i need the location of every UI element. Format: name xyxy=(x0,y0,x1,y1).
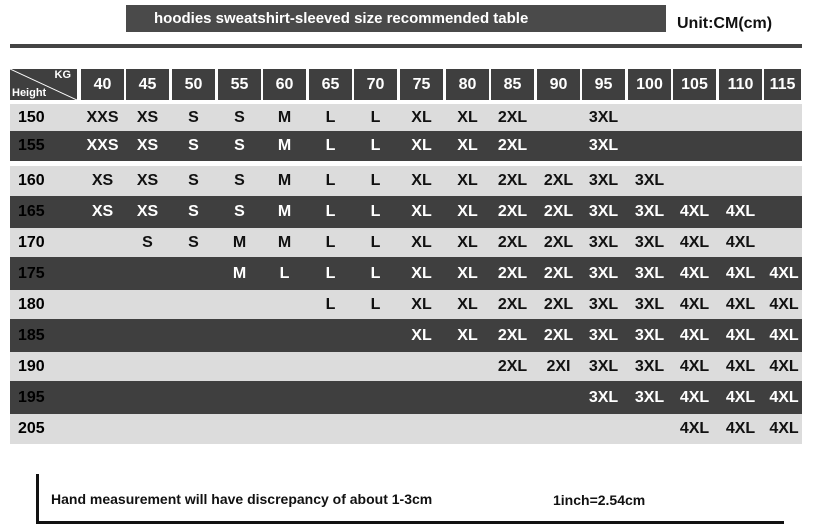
size-cell: L xyxy=(370,234,381,251)
size-cell: M xyxy=(232,265,247,282)
size-cell: 4XL xyxy=(725,358,756,375)
table-row xyxy=(10,381,802,414)
size-cell: M xyxy=(277,109,292,126)
weight-axis-label: KG xyxy=(54,69,71,81)
size-cell: 2XL xyxy=(497,358,528,375)
height-cell: 180 xyxy=(18,296,45,313)
size-cell: 3XL xyxy=(588,203,619,220)
size-cell: 4XL xyxy=(725,327,756,344)
size-cell: 3XL xyxy=(634,265,665,282)
size-cell: XL xyxy=(457,234,478,251)
size-cell: M xyxy=(277,137,292,154)
table-title: hoodies sweatshirt-sleeved size recommended table xyxy=(126,5,666,32)
weight-header-75: 75 xyxy=(400,69,443,100)
size-cell: L xyxy=(325,234,336,251)
weight-header-60: 60 xyxy=(263,69,306,100)
weight-header-70: 70 xyxy=(354,69,397,100)
size-cell: 3XL xyxy=(588,389,619,406)
size-cell: 4XL xyxy=(725,296,756,313)
table-row xyxy=(10,131,802,161)
height-axis-label: Height xyxy=(12,87,47,99)
size-cell: XL xyxy=(411,203,432,220)
size-cell: S xyxy=(234,172,245,189)
size-cell: S xyxy=(188,109,199,126)
size-cell: 4XL xyxy=(769,327,799,344)
size-cell: 2XL xyxy=(497,203,528,220)
size-cell: XS xyxy=(136,203,159,220)
table-row xyxy=(10,414,802,444)
size-cell: 3XL xyxy=(634,327,665,344)
weight-header-90: 90 xyxy=(537,69,580,100)
size-cell: 4XL xyxy=(769,420,799,437)
size-cell: XL xyxy=(457,296,478,313)
table-corner-header xyxy=(10,69,77,100)
size-cell: XL xyxy=(411,109,432,126)
size-cell: S xyxy=(188,172,199,189)
size-cell: 4XL xyxy=(769,296,799,313)
size-cell: XL xyxy=(457,109,478,126)
size-cell: S xyxy=(188,203,199,220)
size-cell: 2XL xyxy=(543,296,574,313)
size-cell: XXS xyxy=(86,109,119,126)
size-cell: XS xyxy=(91,172,114,189)
height-cell: 190 xyxy=(18,358,45,375)
table-row xyxy=(10,352,802,381)
size-cell: 2XL xyxy=(543,327,574,344)
size-cell: XL xyxy=(411,296,432,313)
size-cell: XXS xyxy=(86,137,119,154)
weight-header-55: 55 xyxy=(218,69,261,100)
inch-conversion-note: 1inch=2.54cm xyxy=(553,492,646,508)
size-cell: XS xyxy=(91,203,114,220)
size-cell: 3XL xyxy=(588,137,619,154)
size-cell: L xyxy=(279,265,290,282)
size-cell: XL xyxy=(457,327,478,344)
size-cell: 2XL xyxy=(543,172,574,189)
size-cell: XL xyxy=(457,203,478,220)
size-cell: 3XL xyxy=(634,203,665,220)
table-row xyxy=(10,166,802,196)
measurement-note: Hand measurement will have discrepancy of about 1-3cm xyxy=(51,491,433,507)
size-cell: 2XL xyxy=(543,203,574,220)
height-cell: 165 xyxy=(18,203,45,220)
size-cell: 3XL xyxy=(634,296,665,313)
divider xyxy=(10,44,802,48)
size-cell: 4XL xyxy=(725,234,756,251)
size-cell: 2XL xyxy=(543,265,574,282)
unit-label: Unit:CM(cm) xyxy=(677,15,773,32)
size-cell: XL xyxy=(411,327,432,344)
size-cell: 3XL xyxy=(588,109,619,126)
weight-header-50: 50 xyxy=(172,69,215,100)
size-cell: 4XL xyxy=(725,420,756,437)
weight-header-115: 115 xyxy=(764,69,801,100)
height-cell: 170 xyxy=(18,234,45,251)
size-cell: 2XL xyxy=(497,327,528,344)
size-cell: XS xyxy=(136,109,159,126)
size-cell: XL xyxy=(411,234,432,251)
weight-header-85: 85 xyxy=(491,69,534,100)
weight-header-110: 110 xyxy=(719,69,762,100)
size-cell: L xyxy=(325,203,336,220)
size-cell: 3XL xyxy=(588,172,619,189)
size-cell: L xyxy=(370,172,381,189)
weight-header-45: 45 xyxy=(126,69,169,100)
size-cell: S xyxy=(234,109,245,126)
weight-header-95: 95 xyxy=(582,69,625,100)
size-cell: L xyxy=(370,265,381,282)
size-cell: XL xyxy=(457,265,478,282)
size-cell: L xyxy=(325,137,336,154)
table-row xyxy=(10,196,802,228)
height-cell: 150 xyxy=(18,109,45,126)
table-row xyxy=(10,228,802,257)
size-cell: M xyxy=(277,203,292,220)
size-cell: XL xyxy=(411,265,432,282)
size-cell: 3XL xyxy=(588,358,619,375)
size-cell: XS xyxy=(136,137,159,154)
size-cell: 2XL xyxy=(497,172,528,189)
size-cell: M xyxy=(232,234,247,251)
size-cell: S xyxy=(234,137,245,154)
size-cell: 3XL xyxy=(588,296,619,313)
size-cell: XL xyxy=(411,172,432,189)
size-cell: 2XI xyxy=(546,358,571,375)
height-cell: 185 xyxy=(18,327,45,344)
height-cell: 205 xyxy=(18,420,45,437)
size-cell: S xyxy=(188,137,199,154)
size-cell: XL xyxy=(411,137,432,154)
size-cell: 4XL xyxy=(679,389,710,406)
size-cell: L xyxy=(370,109,381,126)
size-cell: 2XL xyxy=(497,109,528,126)
height-cell: 175 xyxy=(18,265,45,282)
size-cell: 4XL xyxy=(725,389,756,406)
height-cell: 195 xyxy=(18,389,45,406)
weight-header-80: 80 xyxy=(446,69,489,100)
size-cell: 4XL xyxy=(679,420,710,437)
size-cell: 4XL xyxy=(679,327,710,344)
weight-header-105: 105 xyxy=(673,69,716,100)
size-cell: XL xyxy=(457,137,478,154)
size-cell: 4XL xyxy=(769,389,799,406)
size-cell: 4XL xyxy=(725,265,756,282)
table-row xyxy=(10,319,802,352)
table-row xyxy=(10,290,802,319)
size-cell: S xyxy=(234,203,245,220)
size-cell: L xyxy=(370,137,381,154)
table-row xyxy=(10,104,802,131)
size-cell: 3XL xyxy=(634,172,665,189)
size-cell: 3XL xyxy=(634,358,665,375)
size-cell: L xyxy=(370,203,381,220)
size-cell: XL xyxy=(457,172,478,189)
size-cell: M xyxy=(277,234,292,251)
weight-header-40: 40 xyxy=(81,69,124,100)
size-cell: 2XL xyxy=(497,296,528,313)
size-cell: L xyxy=(325,296,336,313)
weight-header-100: 100 xyxy=(628,69,671,100)
table-row xyxy=(10,257,802,290)
size-cell: S xyxy=(188,234,199,251)
height-cell: 155 xyxy=(18,137,45,154)
size-cell: 2XL xyxy=(543,234,574,251)
size-cell: 4XL xyxy=(679,234,710,251)
size-cell: 4XL xyxy=(679,265,710,282)
height-cell: 160 xyxy=(18,172,45,189)
size-cell: 4XL xyxy=(769,265,799,282)
size-cell: 4XL xyxy=(679,296,710,313)
size-cell: 4XL xyxy=(679,203,710,220)
size-cell: 4XL xyxy=(679,358,710,375)
weight-header-65: 65 xyxy=(309,69,352,100)
size-cell: 2XL xyxy=(497,265,528,282)
size-cell: 3XL xyxy=(588,234,619,251)
size-cell: L xyxy=(325,109,336,126)
size-cell: 3XL xyxy=(588,265,619,282)
size-cell: XS xyxy=(136,172,159,189)
size-cell: S xyxy=(142,234,153,251)
size-cell: M xyxy=(277,172,292,189)
size-cell: 4XL xyxy=(769,358,799,375)
size-cell: 4XL xyxy=(725,203,756,220)
size-cell: 2XL xyxy=(497,137,528,154)
size-cell: 2XL xyxy=(497,234,528,251)
size-cell: L xyxy=(325,265,336,282)
size-cell: L xyxy=(370,296,381,313)
size-cell: 3XL xyxy=(634,234,665,251)
size-cell: 3XL xyxy=(588,327,619,344)
size-cell: L xyxy=(325,172,336,189)
size-cell: 3XL xyxy=(634,389,665,406)
